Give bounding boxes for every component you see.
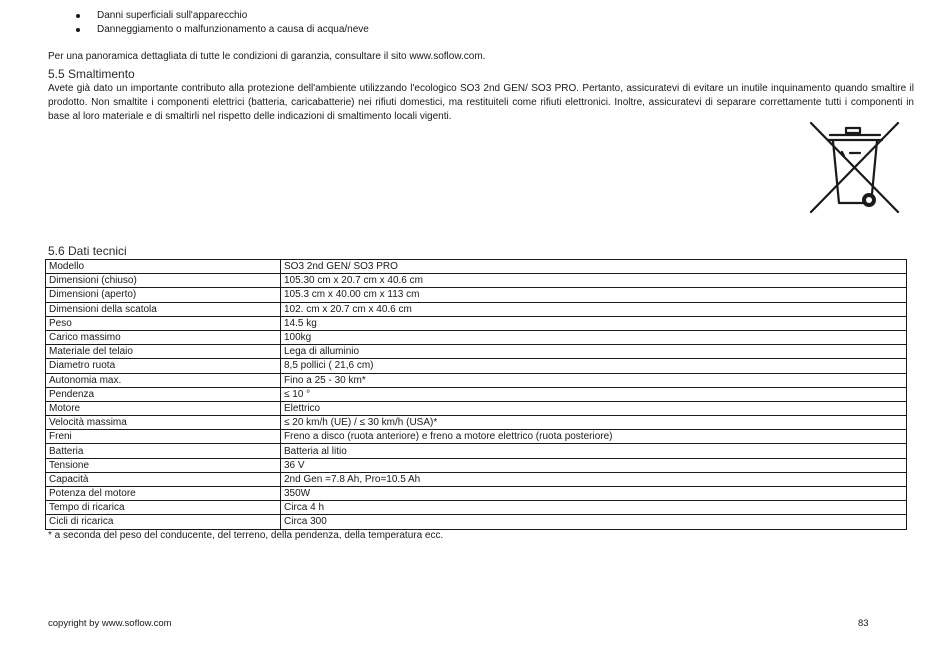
table-row xyxy=(46,373,907,387)
list-item: Danni superficiali sull'apparecchio xyxy=(48,9,369,23)
spec-label: Tensione xyxy=(46,458,281,472)
spec-label: Motore xyxy=(46,401,281,415)
technical-data-table xyxy=(45,259,907,530)
table-row xyxy=(46,416,907,430)
spec-label: Pendenza xyxy=(46,387,281,401)
spec-value: 105.30 cm x 20.7 cm x 40.6 cm xyxy=(281,274,907,288)
table-row xyxy=(46,501,907,515)
spec-value: ≤ 10 ° xyxy=(281,387,907,401)
spec-value: 2nd Gen =7.8 Ah, Pro=10.5 Ah xyxy=(281,472,907,486)
list-item: Danneggiamento o malfunzionamento a causa di acqua/neve xyxy=(48,23,369,37)
table-row xyxy=(46,472,907,486)
spec-value: ≤ 20 km/h (UE) / ≤ 30 km/h (USA)* xyxy=(281,416,907,430)
table-row xyxy=(46,359,907,373)
table-row xyxy=(46,274,907,288)
spec-value: 100kg xyxy=(281,330,907,344)
spec-label: Autonomia max. xyxy=(46,373,281,387)
spec-value: Circa 300 xyxy=(281,515,907,529)
spec-label: Potenza del motore xyxy=(46,487,281,501)
spec-value: Batteria al litio xyxy=(281,444,907,458)
spec-label: Batteria xyxy=(46,444,281,458)
table-row xyxy=(46,260,907,274)
spec-value: Elettrico xyxy=(281,401,907,415)
spec-value: 36 V xyxy=(281,458,907,472)
spec-label: Materiale del telaio xyxy=(46,345,281,359)
warranty-exclusion-list xyxy=(48,9,369,37)
disposal-paragraph: Avete già dato un importante contributo alla protezione dell'ambiente utilizzando l'ecologico SO3 2nd GEN/ SO3 PRO. Pertanto, assicuratevi di evitare un inutile inquinamento quando smaltire il prodotto. Non smaltite i componenti elettrici (batteria, caricabatterie) nei rifiuti domestici, ma restituiteli come rifiuti elettronici. Inoltre, assicuratevi di separare correttamente tutti i componenti in base al loro materiale e di smaltirli nel rispetto delle indicazioni di smaltimento locali vigenti. xyxy=(48,83,914,122)
table-row xyxy=(46,487,907,501)
spec-footnote: * a seconda del peso del conducente, del terreno, della pendenza, della temperatura ecc. xyxy=(48,530,444,541)
table-row xyxy=(46,444,907,458)
spec-value: 350W xyxy=(281,487,907,501)
table-row xyxy=(46,515,907,529)
spec-value: Lega di alluminio xyxy=(281,345,907,359)
spec-label: Dimensioni della scatola xyxy=(46,302,281,316)
footer-copyright: copyright by www.soflow.com xyxy=(48,618,172,629)
spec-value: 14.5 kg xyxy=(281,316,907,330)
spec-value: Freno a disco (ruota anteriore) e freno a motore elettrico (ruota posteriore) xyxy=(281,430,907,444)
spec-label: Carico massimo xyxy=(46,330,281,344)
spec-label: Diametro ruota xyxy=(46,359,281,373)
table-row xyxy=(46,401,907,415)
table-row xyxy=(46,302,907,316)
table-row xyxy=(46,288,907,302)
section-heading-specs: 5.6 Dati tecnici xyxy=(48,244,127,258)
page-number: 83 xyxy=(858,618,869,629)
spec-value: Circa 4 h xyxy=(281,501,907,515)
table-row xyxy=(46,345,907,359)
warranty-note: Per una panoramica dettagliata di tutte le condizioni di garanzia, consultare il sito www.soflow.com. xyxy=(48,51,486,62)
spec-value: 102. cm x 20.7 cm x 40.6 cm xyxy=(281,302,907,316)
spec-label: Cicli di ricarica xyxy=(46,515,281,529)
spec-value: Fino a 25 - 30 km* xyxy=(281,373,907,387)
spec-label: Dimensioni (chiuso) xyxy=(46,274,281,288)
table-row xyxy=(46,316,907,330)
spec-label: Capacità xyxy=(46,472,281,486)
spec-value: SO3 2nd GEN/ SO3 PRO xyxy=(281,260,907,274)
spec-label: Modello xyxy=(46,260,281,274)
crossed-out-wheelie-bin-icon xyxy=(808,120,902,214)
spec-value: 8,5 pollici ( 21,6 cm) xyxy=(281,359,907,373)
spec-label: Freni xyxy=(46,430,281,444)
spec-label: Peso xyxy=(46,316,281,330)
table-row xyxy=(46,387,907,401)
spec-label: Tempo di ricarica xyxy=(46,501,281,515)
section-heading-disposal: 5.5 Smaltimento xyxy=(48,67,135,81)
table-row xyxy=(46,330,907,344)
table-row xyxy=(46,430,907,444)
table-row xyxy=(46,458,907,472)
spec-label: Dimensioni (aperto) xyxy=(46,288,281,302)
spec-value: 105.3 cm x 40.00 cm x 113 cm xyxy=(281,288,907,302)
spec-label: Velocità massima xyxy=(46,416,281,430)
